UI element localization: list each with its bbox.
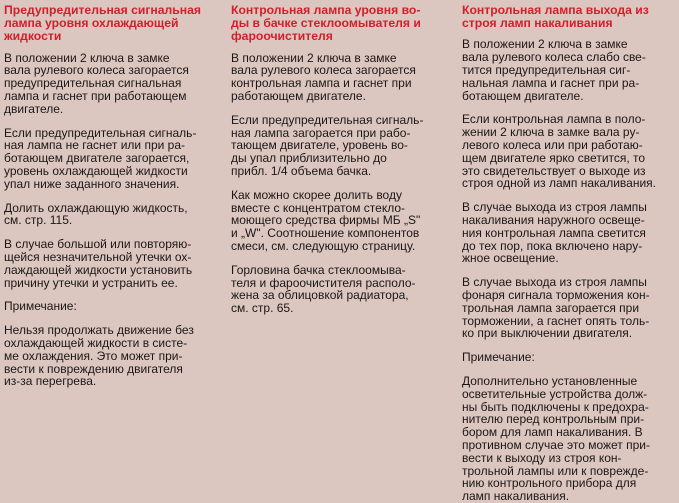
section-heading: Предупредительная сигнальная лампа уровня охлаждающей жидкости [4, 3, 202, 44]
body-paragraph: Если предупредительная сигналь- ная лампа загорается при рабо- тающем двигателе, уровень во- ды упал приблизительно до прибл. 1/4 объема бачка. [231, 112, 424, 178]
body-paragraph: Дополнительно установленные осветительные устройства долж- ны быть подключены к предохра- нителю перед контрольным при- бором для ламп накаливания. В противном случае это может при- вести к выходу из строя кон- трольной лампы или к поврежде- нию контрольного прибора для ламп накаливания. [462, 373, 650, 503]
body-paragraph: Нельзя продолжать движение без охлаждающей жидкости в систе- ме охлаждения. Это может при- вести к повреждению двигателя из-за перегрева. [4, 323, 194, 389]
column-washer-fluid-lamp [231, 0, 451, 488]
body-paragraph: Горловина бачка стеклоомыва- теля и фароочистителя располо- жена за облицовкой радиатора, см. стр. 65. [231, 262, 416, 316]
note-label: Примечание: [4, 299, 77, 314]
body-paragraph: Как можно скорее долить воду вместе с концентратом стекло- моющего средства фирмы МБ „S" и „W". Соотношение компонентов смеси, см. следующую страницу. [231, 187, 421, 253]
section-heading: Контрольная лампа выхода из строя ламп накаливания [462, 3, 649, 31]
body-paragraph: В случае выхода из строя лампы фонаря сигнала торможения кон- трольная лампа загорается при торможении, а гаснет опять толь- ко при выключении двигателя. [462, 275, 650, 341]
body-paragraph: В положении 2 ключа в замке вала рулевого колеса слабо све- тится предупредительная сиг- нальная лампа и гаснет при ра- ботающем двигателе. [462, 37, 646, 103]
body-paragraph: В случае выхода из строя лампы накаливания наружного освеще- ния контрольная лампа светится до тех пор, пока включено нару- жное освещение. [462, 200, 647, 266]
body-paragraph: В случае большой или повторяю- щейся незначительной утечки ох- лаждающей жидкости установить причину утечки и устранить ее. [4, 237, 193, 290]
body-paragraph: Если предупредительная сигналь- ная лампа не гаснет или при ра- ботающем двигателе загорается, уровень охлаждающей жидкости упал ниже заданного значения. [4, 125, 197, 191]
section-heading: Контрольная лампа уровня во- ды в бачке стеклоомывателя и фароочистителя [231, 3, 421, 44]
body-paragraph: В положении 2 ключа в замке вала рулевого колеса загорается предупредительная сигнальная лампа и гаснет при работающем двигателе. [4, 50, 189, 116]
body-paragraph: В положении 2 ключа в замке вала рулевого колеса загорается контрольная лампа и гаснет при работающем двигателе. [231, 50, 416, 103]
body-paragraph: Если контрольная лампа в поло- жении 2 ключа в замке вала ру- левого колеса или при работаю- щем двигателе ярко светится, то это свидетельствует о выходе из строя одной из ламп накаливания. [462, 112, 656, 191]
column-bulb-failure-lamp [462, 0, 676, 503]
note-label: Примечание: [462, 350, 535, 365]
body-paragraph: Долить охлаждающую жидкость, см. стр. 115. [4, 200, 188, 228]
column-coolant-warning [4, 0, 222, 488]
